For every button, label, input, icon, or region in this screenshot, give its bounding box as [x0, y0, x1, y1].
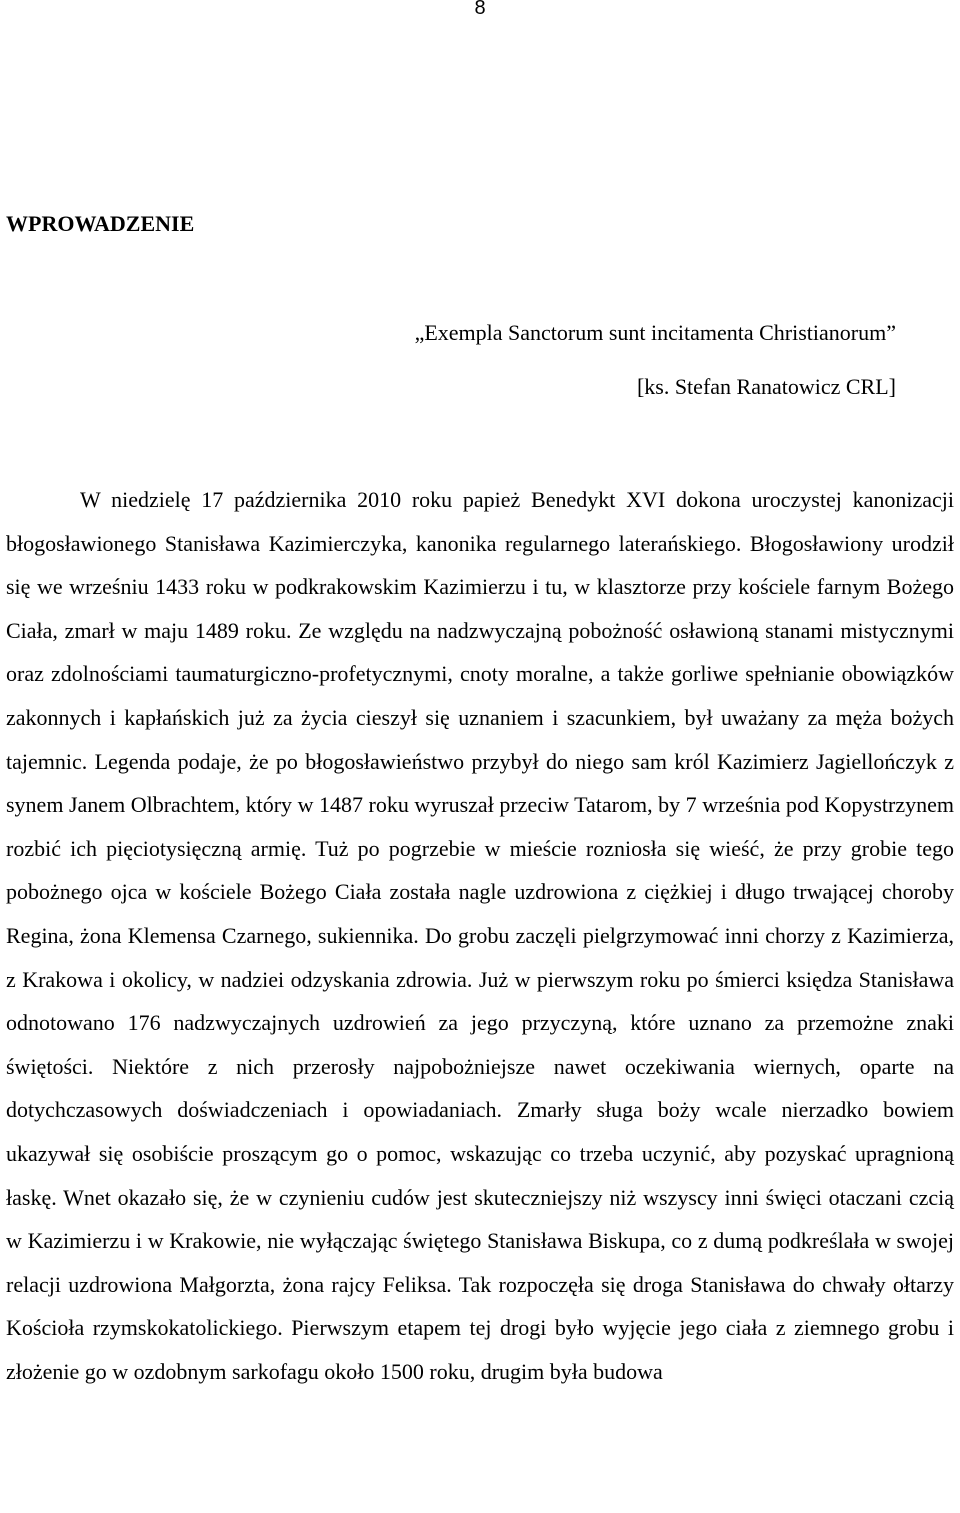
section-heading: WPROWADZENIE: [6, 211, 195, 236]
body-paragraph: W niedzielę 17 października 2010 roku papież Benedykt XVI dokona uroczystej kanonizacji błogosławionego Stanisława Kazimierczyka, kanonika regularnego laterańskiego. Błogosławiony urodził się we wrześniu 1433 roku w podkrakowskim Kazimierzu i tu, w klasztorze przy kościele farnym Bożego Ciała, zmarł w maju 1489 roku. Ze względu na nadzwyczajną pobożność osławioną stanami mistycznymi oraz zdolnościami taumaturgiczno-profetycznymi, cnoty moralne, a także gorliwe spełnianie obowiązków zakonnych i kapłańskich już za życia cieszył się uznaniem i szacunkiem, był uważany za męża bożych tajemnic. Legenda podaje, że po błogosławieństwo przybył do niego sam król Kazimierz Jagiellończyk z synem Janem Olbrachtem, który w 1487 roku wyruszał przeciw Tatarom, by 7 września pod Kopystrzynem rozbić ich pięciotysięczną armię. Tuż po pogrzebie w mieście rozniosła się wieść, że przy grobie tego pobożnego ojca w kościele Bożego Ciała została nagle uzdrowiona z ciężkiej i długo trwającej choroby Regina, żona Klemensa Czarnego, sukiennika. Do grobu zaczęli pielgrzymować inni chorzy z Kazimierza, z Krakowa i okolicy, w nadziei odzyskania zdrowia. Już w pierwszym roku po śmierci księdza Stanisława odnotowano 176 nadzwyczajnych uzdrowień za jego przyczyną, które uznano za przemożne znaki świętości. Niektóre z nich przerosły najpobożniejsze nawet oczekiwania wiernych, oparte na dotychczasowych doświadczeniach i opowiadaniach. Zmarły sługa boży wcale nierzadko bowiem ukazywał się osobiście proszącym go o pomoc, wskazując co trzeba uczynić, aby pozyskać upragnioną łaskę. Wnet okazało się, że w czynieniu cudów jest skuteczniejszy niż wszyscy inni święci otaczani czcią w Kazimierzu i w Krakowie, nie wyłączając świętego Stanisława Biskupa, co z dumą podkreślała w swojej relacji uzdrowiona Małgorzta, żona rajcy Feliksa. Tak rozpoczęła się droga Stanisława do chwały ołtarzy Kościoła rzymskokatolickiego. Pierwszym etapem tej drogi było wyjęcie jego ciała z ziemnego grobu i złożenie go w ozdobnym sarkofagu około 1500 roku, drugim była budowa: [6, 487, 954, 1384]
page-number: 8: [474, 0, 486, 19]
epigraph-author: [ks. Stefan Ranatowicz CRL]: [636, 374, 896, 399]
epigraph-quote: „Exempla Sanctorum sunt incitamenta Christianorum”: [414, 320, 896, 345]
